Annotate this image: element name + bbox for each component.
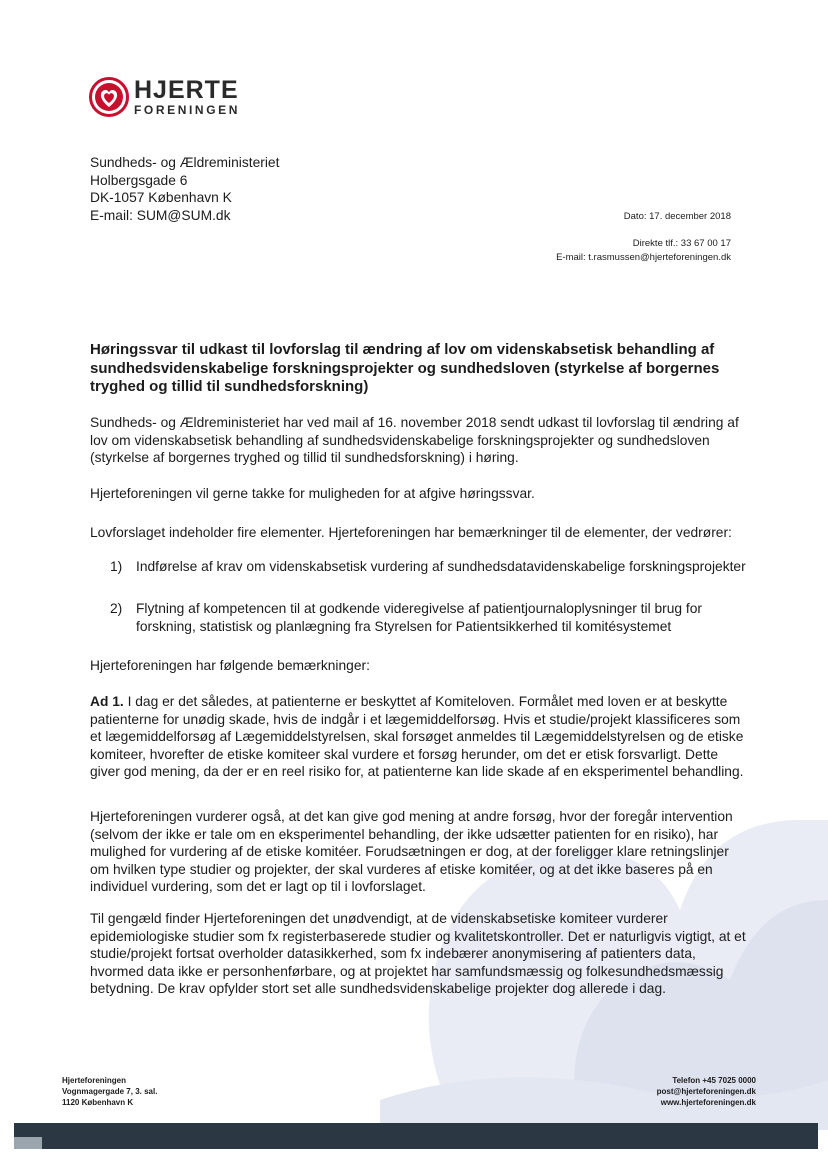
letter-subject: Høringssvar til udkast til lovforslag til ændring af lov om videnskabsetisk behandling af sundhedsvidenskabelige forskningsprojekter og sundhedsloven (styrkelse af borgernes tryghed og tillid til sundhedsforskning) bbox=[90, 341, 720, 395]
paragraph-remarks-intro: Hjerteforeningen har følgende bemærkninger: bbox=[90, 658, 370, 673]
list-text: Flytning af kompetencen til at godkende videregivelse af patientjournaloplysninger til brug for forskning, statistisk og planlægning fra Styrelsen for Patientsikkerhed til komitésystemet bbox=[136, 601, 703, 634]
footer-contact bbox=[657, 1075, 756, 1108]
recipient-line: Holbergsgade 6 bbox=[90, 172, 188, 188]
footer-email: post@hjerteforeningen.dk bbox=[656, 1087, 756, 1096]
letter-date: Dato: 17. december 2018 bbox=[623, 211, 731, 222]
recipient-line: E-mail: SUM@SUM.dk bbox=[90, 207, 231, 223]
logo-subtitle: FORENINGEN bbox=[134, 103, 241, 117]
logo-name: HJERTE bbox=[134, 76, 239, 104]
paragraph-interventions: Hjerteforeningen vurderer også, at det kan give god mening at andre forsøg, hvor der foregår intervention (selvom der ikke er tale om en eksperimentel behandling, der ikke udsætter patienten for en risiko), har mulighed for vurdering af de etiske komitéer. Forudsætningen er dog, at der foreligger klare retningslinjer om hvilken type studier og projekter, der skal vurderes af etiske komitéer, og at det ikke baseres på en individuel vurdering, som det er lagt op til i lovforslaget. bbox=[90, 809, 733, 895]
list-item bbox=[110, 558, 750, 576]
list-number: 2) bbox=[110, 601, 123, 616]
recipient-address bbox=[90, 154, 279, 224]
sender-contact bbox=[556, 237, 731, 265]
list-item bbox=[110, 600, 750, 635]
footer-line: Hjerteforeningen bbox=[62, 1076, 127, 1085]
list-number: 1) bbox=[110, 559, 123, 574]
list-text: Indførelse af krav om videnskabsetisk vurdering af sundhedsdatavidenskabelige forskningsprojekter bbox=[136, 559, 746, 574]
footer-phone: Telefon +45 7025 0000 bbox=[672, 1076, 756, 1085]
paragraph-thanks: Hjerteforeningen vil gerne takke for muligheden for at afgive høringssvar. bbox=[90, 486, 535, 501]
footer-bar-accent bbox=[14, 1137, 42, 1149]
footer-line: Vognmagergade 7, 3. sal. bbox=[62, 1087, 158, 1096]
contact-email: E-mail: t.rasmussen@hjerteforeningen.dk bbox=[556, 252, 731, 263]
paragraph-ad1 bbox=[90, 693, 750, 781]
footer-line: 1120 København K bbox=[62, 1098, 134, 1107]
paragraph-epidemiology: Til gengæld finder Hjerteforeningen det unødvendigt, at de videnskabsetiske komiteer vurderer epidemiologiske studier som fx registerbaserede studier og kvalitetskontroller. Det er naturligvis vigtigt, at et studie/projekt fortsat overholder datasikkerhed, som fx indebærer anonymisering af patienters data, hvormed data ikke er personhenførbare, og at projektet har samfundsmæssig og folkesundhedsmæssig betydning. De krav opfylder stort set alle sundhedsvidenskabelige projekter dog allerede i dag. bbox=[90, 911, 746, 997]
contact-phone: Direkte tlf.: 33 67 00 17 bbox=[632, 238, 731, 249]
recipient-line: DK-1057 København K bbox=[90, 190, 232, 206]
recipient-line: Sundheds- og Ældreministeriet bbox=[90, 155, 280, 170]
ad1-label: Ad 1. bbox=[90, 694, 124, 709]
logo bbox=[89, 77, 240, 117]
footer-address bbox=[62, 1075, 157, 1108]
paragraph-intro: Sundheds- og Ældreministeriet har ved mail af 16. november 2018 sendt udkast til lovforslag til ændring af lov om videnskabsetisk behandling af sundhedsvidenskabelige forskningsprojekter og sundhedsloven (styrkelse af borgernes tryghed og tillid til sundhedsforskning) i høring. bbox=[90, 415, 739, 466]
ad1-text: I dag er det således, at patienterne er beskyttet af Komiteloven. Formålet med loven er at beskytte patienterne for unødig skade, hvis de indgår i et lægemiddelforsøg. Hvis et studie/projekt klassificeres som et lægemiddelforsøg af Lægemiddelstyrelsen, skal forsøget anmeldes til Lægemiddelstyrelsen og de etiske komiteer, hvorefter de etiske komiteer skal vurdere et forsøg herunder, om det er etisk forsvarligt. Dette giver god mening, da der er en reel risiko for, at patienterne kan lide skade af en eksperimentel behandling. bbox=[90, 694, 744, 780]
footer-website: www.hjerteforeningen.dk bbox=[660, 1098, 756, 1107]
paragraph-elements: Lovforslaget indeholder fire elementer. Hjerteforeningen har bemærkninger til de elementer, der vedrører: bbox=[90, 525, 732, 540]
heart-icon bbox=[89, 77, 129, 117]
footer-bar bbox=[14, 1123, 818, 1149]
